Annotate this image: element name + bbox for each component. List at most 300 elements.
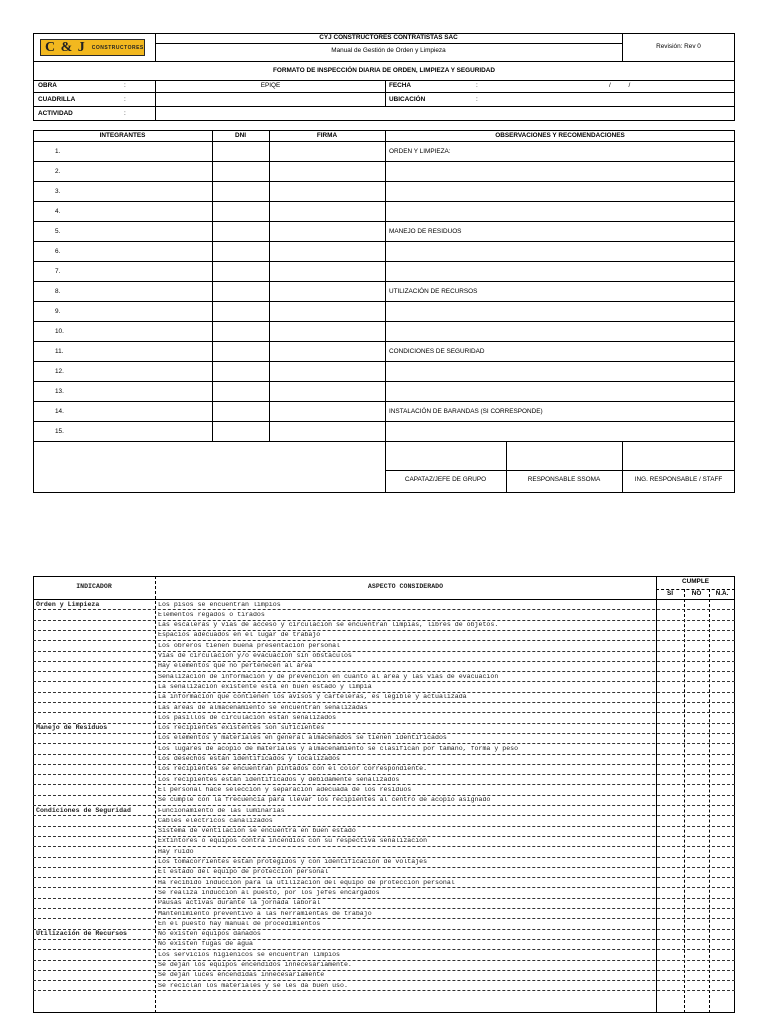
check-no-cell[interactable] [684, 806, 709, 815]
header-integrantes: INTEGRANTES [99, 132, 146, 139]
ubicacion-colon: : [476, 96, 478, 103]
cuadrilla-colon: : [124, 96, 126, 103]
member-row-number: 2. [55, 168, 61, 175]
check-si-cell[interactable] [656, 899, 684, 908]
checklist-indicator: Manejo de Residuos [36, 724, 108, 732]
checklist-indicator: Condiciones de Seguridad [36, 806, 131, 814]
divider [33, 92, 735, 93]
check-na-cell[interactable] [709, 816, 735, 825]
check-si-cell[interactable] [656, 600, 684, 609]
checklist-row-divider [33, 661, 735, 662]
checklist-row-divider [33, 929, 735, 930]
check-no-cell[interactable] [684, 672, 709, 681]
check-na-cell[interactable] [709, 950, 735, 959]
check-na-cell[interactable] [709, 858, 735, 867]
checklist-aspect: En el puesto hay manual de procedimientos [158, 920, 321, 927]
check-na-cell[interactable] [709, 775, 735, 784]
check-na-cell[interactable] [709, 744, 735, 753]
checklist-row-divider [33, 692, 735, 693]
check-si-cell[interactable] [656, 693, 684, 702]
member-signature-cell[interactable] [269, 142, 385, 161]
divider [622, 442, 623, 493]
divider [33, 599, 735, 600]
checklist-row-divider [33, 723, 735, 724]
check-na-cell[interactable] [709, 827, 735, 836]
check-na-cell[interactable] [709, 909, 735, 918]
check-si-cell[interactable] [656, 785, 684, 794]
checklist-row-divider [33, 949, 735, 950]
header-firma: FIRMA [316, 132, 338, 139]
checklist-aspect: Se cumple con la frecuencia para llevar los recipientes al centro de acopio asignado [158, 797, 491, 804]
checklist-row-divider [33, 774, 735, 775]
check-na-cell[interactable] [709, 847, 735, 856]
check-na-cell[interactable] [709, 888, 735, 897]
checklist-row-divider [33, 960, 735, 961]
check-no-cell[interactable] [684, 858, 709, 867]
checklist-row-divider [33, 970, 735, 971]
check-no-cell[interactable] [684, 631, 709, 640]
check-no-cell[interactable] [684, 703, 709, 712]
checklist-row-divider [33, 712, 735, 713]
check-si-cell[interactable] [656, 755, 684, 764]
check-si-cell[interactable] [656, 981, 684, 990]
check-na-cell[interactable] [709, 621, 735, 630]
member-row-number: 13. [55, 388, 64, 395]
member-dni-cell[interactable] [212, 422, 269, 441]
member-name-cell[interactable] [33, 282, 212, 301]
check-na-cell[interactable] [709, 899, 735, 908]
checklist-aspect: Los elementos y materiales en general almacenados se tienen identificados [158, 735, 447, 742]
check-na-cell[interactable] [709, 785, 735, 794]
check-na-cell[interactable] [709, 868, 735, 877]
signature-capataz: CAPATAZ/JEFE DE GRUPO [404, 476, 487, 483]
checklist-aspect: Pausas activas durante la jornada laboral [158, 900, 321, 907]
checklist-aspect: Los servicios higiénicos se encuentran limpios [158, 951, 341, 958]
check-na-cell[interactable] [709, 940, 735, 949]
checklist-aspect: La señalización existente está en buen estado y limpia [158, 683, 372, 690]
checklist-aspect: Ha recibido inducción para la utilización del equipo de protección personal [158, 879, 455, 886]
form-title-row [33, 62, 735, 81]
actividad-label: ACTIVIDAD [38, 110, 73, 117]
member-dni-cell[interactable] [212, 382, 269, 401]
member-name-cell[interactable] [33, 422, 212, 441]
checklist-aspect: Espacios adecuados en el lugar de trabajo [158, 632, 321, 639]
check-no-cell[interactable] [684, 693, 709, 702]
check-no-cell[interactable] [684, 765, 709, 774]
obra-label: OBRA [38, 82, 57, 89]
check-no-cell[interactable] [684, 919, 709, 928]
check-si-cell[interactable] [656, 950, 684, 959]
member-signature-cell[interactable] [269, 322, 385, 341]
check-no-cell[interactable] [684, 816, 709, 825]
check-si-cell[interactable] [656, 765, 684, 774]
check-si-cell[interactable] [656, 909, 684, 918]
check-si-cell[interactable] [656, 878, 684, 887]
check-no-cell[interactable] [684, 899, 709, 908]
member-row-number: 7. [55, 268, 61, 275]
check-si-cell[interactable] [656, 858, 684, 867]
check-si-cell[interactable] [656, 930, 684, 939]
member-dni-cell[interactable] [212, 262, 269, 281]
check-si-cell[interactable] [656, 796, 684, 805]
member-name-cell[interactable] [33, 322, 212, 341]
check-na-cell[interactable] [709, 652, 735, 661]
checklist-aspect: Elementos regados o tirados [158, 611, 265, 618]
checklist-row-divider [33, 877, 735, 878]
checklist-row-divider [33, 733, 735, 734]
checklist-aspect: Mantenimiento preventivo a las herramientas de trabajo [158, 910, 372, 917]
check-no-cell[interactable] [684, 682, 709, 691]
checklist-row-divider [33, 640, 735, 641]
check-no-cell[interactable] [684, 827, 709, 836]
member-signature-cell[interactable] [269, 422, 385, 441]
check-no-cell[interactable] [684, 847, 709, 856]
member-signature-cell[interactable] [269, 202, 385, 221]
check-na-cell[interactable] [709, 961, 735, 970]
row-divider [33, 441, 735, 442]
checklist-aspect: Se realiza inducción al puesto, por los jefes encargados [158, 889, 380, 896]
checklist-aspect: Los recipientes existentes son suficientes [158, 725, 325, 732]
member-name-cell[interactable] [33, 262, 212, 281]
member-name-cell[interactable] [33, 402, 212, 421]
member-dni-cell[interactable] [212, 322, 269, 341]
signature-ssoma: RESPONSABLE SSOMA [527, 476, 601, 483]
check-na-cell[interactable] [709, 755, 735, 764]
logo-sub-text: CONSTRUCTORES [91, 44, 144, 51]
header-si: SI [666, 590, 674, 597]
checklist-aspect: Las áreas de almacenamiento se encuentran señalizadas [158, 704, 368, 711]
check-si-cell[interactable] [656, 724, 684, 733]
fecha-colon: : [476, 82, 478, 89]
check-na-cell[interactable] [709, 806, 735, 815]
member-name-cell[interactable] [33, 182, 212, 201]
check-no-cell[interactable] [684, 610, 709, 619]
check-no-cell[interactable] [684, 961, 709, 970]
member-signature-cell[interactable] [269, 162, 385, 181]
check-no-cell[interactable] [684, 837, 709, 846]
header-dni: DNI [234, 132, 246, 139]
check-no-cell[interactable] [684, 724, 709, 733]
checklist-aspect: El personal hace selección y separación adecuada de los residuos [158, 786, 412, 793]
checklist-aspect: Los lugares de acopio de materiales y almacenamiento se clasifican por tamaño, forma y peso [158, 745, 519, 752]
checklist-row-divider [33, 836, 735, 837]
check-si-cell[interactable] [656, 971, 684, 980]
checklist-indicator: Utilización de Recursos [36, 930, 128, 938]
check-na-cell[interactable] [709, 981, 735, 990]
check-no-cell[interactable] [684, 652, 709, 661]
manual-title: Manual de Gestión de Orden y Limpieza [331, 47, 446, 54]
ubicacion-label: UBICACIÓN [389, 96, 426, 103]
member-row-number: 1. [55, 148, 61, 155]
check-no-cell[interactable] [684, 909, 709, 918]
check-si-cell[interactable] [656, 641, 684, 650]
check-si-cell[interactable] [656, 734, 684, 743]
divider [155, 43, 622, 44]
member-row-number: 10. [55, 328, 64, 335]
check-si-cell[interactable] [656, 961, 684, 970]
member-signature-cell[interactable] [269, 402, 385, 421]
divider [385, 81, 386, 106]
checklist-aspect: Los desechos están identificados y localizados [158, 756, 341, 762]
actividad-colon: : [124, 110, 126, 117]
checklist-aspect: Se dejan los equipos encendidos innecesariamente. [158, 962, 352, 968]
check-no-cell[interactable] [684, 878, 709, 887]
check-na-cell[interactable] [709, 682, 735, 691]
header-na: N.A. [715, 590, 729, 597]
checklist-row-divider [33, 908, 735, 909]
check-na-cell[interactable] [709, 641, 735, 650]
member-row-number: 4. [55, 208, 61, 215]
check-na-cell[interactable] [709, 837, 735, 846]
check-no-cell[interactable] [684, 662, 709, 671]
check-na-cell[interactable] [709, 765, 735, 774]
divider [33, 106, 735, 107]
checklist-aspect: Funcionamiento de las luminarias [158, 807, 285, 814]
checklist-row-divider [33, 671, 735, 672]
check-no-cell[interactable] [684, 930, 709, 939]
header-indicador: INDICADOR [76, 583, 112, 590]
checklist-indicator: Orden y Limpieza [36, 600, 100, 608]
check-no-cell[interactable] [684, 796, 709, 805]
checklist-aspect: Extintores o equipos contra incendios con su respectiva señalización [158, 838, 428, 845]
check-no-cell[interactable] [684, 621, 709, 630]
check-si-cell[interactable] [656, 816, 684, 825]
obra-value[interactable]: EPIQE [260, 82, 281, 89]
checklist-row-divider [33, 898, 735, 899]
check-no-cell[interactable] [684, 785, 709, 794]
check-si-cell[interactable] [656, 652, 684, 661]
member-row-number: 8. [55, 288, 61, 295]
member-name-cell[interactable] [33, 302, 212, 321]
member-name-cell[interactable] [33, 142, 212, 161]
member-dni-cell[interactable] [212, 142, 269, 161]
check-si-cell[interactable] [656, 713, 684, 722]
company-name: CYJ CONSTRUCTORES CONTRATISTAS SAC [319, 34, 458, 41]
check-na-cell[interactable] [709, 610, 735, 619]
checklist-aspect: Los recipientes están identificados y debidamente señalizados [158, 776, 400, 783]
member-dni-cell[interactable] [212, 242, 269, 261]
check-no-cell[interactable] [684, 744, 709, 753]
checklist-aspect: Los pasillos de circulación están señalizados [158, 714, 337, 721]
check-si-cell[interactable] [656, 868, 684, 877]
member-name-cell[interactable] [33, 382, 212, 401]
member-dni-cell[interactable] [212, 302, 269, 321]
revision-label: Revisión: Rev 0 [656, 43, 701, 50]
checklist-aspect: Vías de circulación y/o evacuación sin obstáculos [158, 653, 352, 659]
check-si-cell[interactable] [656, 940, 684, 949]
member-name-cell[interactable] [33, 242, 212, 261]
check-si-cell[interactable] [656, 631, 684, 640]
check-si-cell[interactable] [656, 775, 684, 784]
checklist-row-divider [33, 815, 735, 816]
checklist-aspect: Hay ruido [158, 848, 194, 855]
check-si-cell[interactable] [656, 610, 684, 619]
checklist-aspect: Las escaleras y vías de acceso y circulación se encuentran limpias, libres de objetos. [158, 622, 499, 629]
check-na-cell[interactable] [709, 600, 735, 609]
observation-cell[interactable]: ORDEN Y LIMPIEZA: [389, 148, 451, 155]
check-si-cell[interactable] [656, 672, 684, 681]
checklist-aspect: Cables eléctricos canalizados [158, 817, 273, 824]
member-name-cell[interactable] [33, 162, 212, 181]
observation-cell[interactable]: MANEJO DE RESIDUOS [389, 228, 462, 235]
member-row-number: 12. [55, 368, 64, 375]
obra-colon: : [124, 82, 126, 89]
check-si-cell[interactable] [656, 744, 684, 753]
member-signature-cell[interactable] [269, 342, 385, 361]
check-no-cell[interactable] [684, 940, 709, 949]
member-row-number: 15. [55, 428, 64, 435]
check-na-cell[interactable] [709, 662, 735, 671]
observation-cell[interactable]: UTILIZACIÓN DE RECURSOS [389, 288, 478, 295]
checklist-row-divider [33, 754, 735, 755]
checklist-row-divider [33, 867, 735, 868]
checklist-row-divider [33, 764, 735, 765]
member-signature-cell[interactable] [269, 262, 385, 281]
check-si-cell[interactable] [656, 888, 684, 897]
member-row-number: 3. [55, 188, 61, 195]
check-na-cell[interactable] [709, 724, 735, 733]
fecha-value[interactable]: / / [609, 82, 631, 89]
checklist-row-divider [33, 795, 735, 796]
checklist-row-divider [33, 630, 735, 631]
check-na-cell[interactable] [709, 796, 735, 805]
checklist-row-divider [33, 681, 735, 682]
checklist-aspect: No existen fugas de agua [158, 941, 253, 948]
observation-cell[interactable]: CONDICIONES DE SEGURIDAD [389, 348, 485, 355]
member-dni-cell[interactable] [212, 222, 269, 241]
check-si-cell[interactable] [656, 806, 684, 815]
divider [385, 130, 386, 493]
check-si-cell[interactable] [656, 847, 684, 856]
check-na-cell[interactable] [709, 878, 735, 887]
member-dni-cell[interactable] [212, 282, 269, 301]
member-dni-cell[interactable] [212, 402, 269, 421]
checklist-row-divider [33, 990, 735, 991]
fecha-label: FECHA [389, 82, 412, 89]
checklist-aspect: El estado del equipo de protección personal [158, 869, 329, 876]
check-si-cell[interactable] [656, 682, 684, 691]
checklist-row-divider [33, 702, 735, 703]
check-na-cell[interactable] [709, 672, 735, 681]
check-na-cell[interactable] [709, 971, 735, 980]
checklist-row-divider [33, 857, 735, 858]
check-si-cell[interactable] [656, 837, 684, 846]
check-si-cell[interactable] [656, 703, 684, 712]
checklist-aspect: No existen equipos dañados [158, 931, 261, 938]
check-si-cell[interactable] [656, 919, 684, 928]
divider [385, 470, 735, 471]
member-signature-cell[interactable] [269, 222, 385, 241]
cuadrilla-label: CUADRILLA [38, 96, 76, 103]
check-na-cell[interactable] [709, 919, 735, 928]
header-aspecto: ASPECTO CONSIDERADO [367, 583, 444, 590]
checklist-aspect: Hay elementos que no pertenecen al área [158, 663, 313, 670]
logo-main-text: C & J [45, 39, 86, 55]
member-dni-cell[interactable] [212, 362, 269, 381]
observation-cell[interactable]: INSTALACIÓN DE BARANDAS (SI CORRESPONDE) [389, 408, 543, 415]
check-no-cell[interactable] [684, 641, 709, 650]
company-logo [40, 39, 145, 56]
checklist-row-divider [33, 743, 735, 744]
checklist-row-divider [33, 651, 735, 652]
checklist-aspect: Los obreros tienen buena presentación personal [158, 642, 341, 649]
check-no-cell[interactable] [684, 775, 709, 784]
checklist-row-divider [33, 887, 735, 888]
checklist-row-divider [33, 846, 735, 847]
form-title: FORMATO DE INSPECCIÓN DIARIA DE ORDEN, LIMPIEZA Y SEGURIDAD [272, 66, 496, 74]
check-si-cell[interactable] [656, 621, 684, 630]
check-si-cell[interactable] [656, 662, 684, 671]
member-row-number: 14. [55, 408, 64, 415]
checklist-row-divider [33, 980, 735, 981]
member-dni-cell[interactable] [212, 202, 269, 221]
check-no-cell[interactable] [684, 868, 709, 877]
checklist-aspect: La información que contienen los avisos y carteleras, es legible y actualizada [158, 694, 467, 701]
check-na-cell[interactable] [709, 693, 735, 702]
member-dni-cell[interactable] [212, 342, 269, 361]
checklist-row-divider [33, 784, 735, 785]
checklist-row-divider [33, 620, 735, 621]
member-row-number: 11. [55, 348, 64, 355]
check-no-cell[interactable] [684, 971, 709, 980]
check-na-cell[interactable] [709, 930, 735, 939]
header-no: NO [691, 590, 702, 597]
divider [506, 442, 507, 493]
member-signature-cell[interactable] [269, 242, 385, 261]
member-signature-cell[interactable] [269, 302, 385, 321]
check-na-cell[interactable] [709, 631, 735, 640]
checklist-aspect: Se reciclan los materiales y se les da buen uso. [158, 982, 348, 989]
member-signature-cell[interactable] [269, 282, 385, 301]
check-na-cell[interactable] [709, 713, 735, 722]
check-no-cell[interactable] [684, 600, 709, 609]
checklist-row-divider [33, 826, 735, 827]
member-name-cell[interactable] [33, 342, 212, 361]
member-signature-cell[interactable] [269, 382, 385, 401]
checklist-aspect: Los recipientes se encuentran pintados con el color correspondiente. [158, 766, 428, 773]
checklist-aspect: Sistema de ventilación se encuentra en buen estado [158, 828, 356, 835]
checklist-aspect: Señalización de información y de prevención en cuanto al área y las vías de evacuación [158, 673, 499, 680]
member-name-cell[interactable] [33, 222, 212, 241]
check-na-cell[interactable] [709, 703, 735, 712]
member-dni-cell[interactable] [212, 182, 269, 201]
check-no-cell[interactable] [684, 755, 709, 764]
header-observaciones: OBSERVACIONES Y RECOMENDACIONES [495, 132, 625, 139]
member-signature-cell[interactable] [269, 182, 385, 201]
member-name-cell[interactable] [33, 202, 212, 221]
check-no-cell[interactable] [684, 888, 709, 897]
member-row-number: 5. [55, 228, 61, 235]
check-no-cell[interactable] [684, 734, 709, 743]
check-no-cell[interactable] [684, 950, 709, 959]
checklist-row-divider [33, 939, 735, 940]
check-na-cell[interactable] [709, 734, 735, 743]
member-row-number: 9. [55, 308, 61, 315]
checklist-row-divider [33, 805, 735, 806]
check-no-cell[interactable] [684, 981, 709, 990]
header-cumple: CUMPLE [682, 578, 709, 585]
check-no-cell[interactable] [684, 713, 709, 722]
member-row-number: 6. [55, 248, 61, 255]
member-signature-cell[interactable] [269, 362, 385, 381]
check-si-cell[interactable] [656, 827, 684, 836]
member-name-cell[interactable] [33, 362, 212, 381]
checklist-row-divider [33, 609, 735, 610]
checklist-aspect: Se dejan luces encendidas innecesariamente [158, 972, 325, 979]
checklist-aspect: Los tomacorrientes están protegidos y con identificación de voltajes [158, 859, 428, 865]
signature-ingeniero: ING. RESPONSABLE / STAFF [634, 476, 723, 483]
member-dni-cell[interactable] [212, 162, 269, 181]
